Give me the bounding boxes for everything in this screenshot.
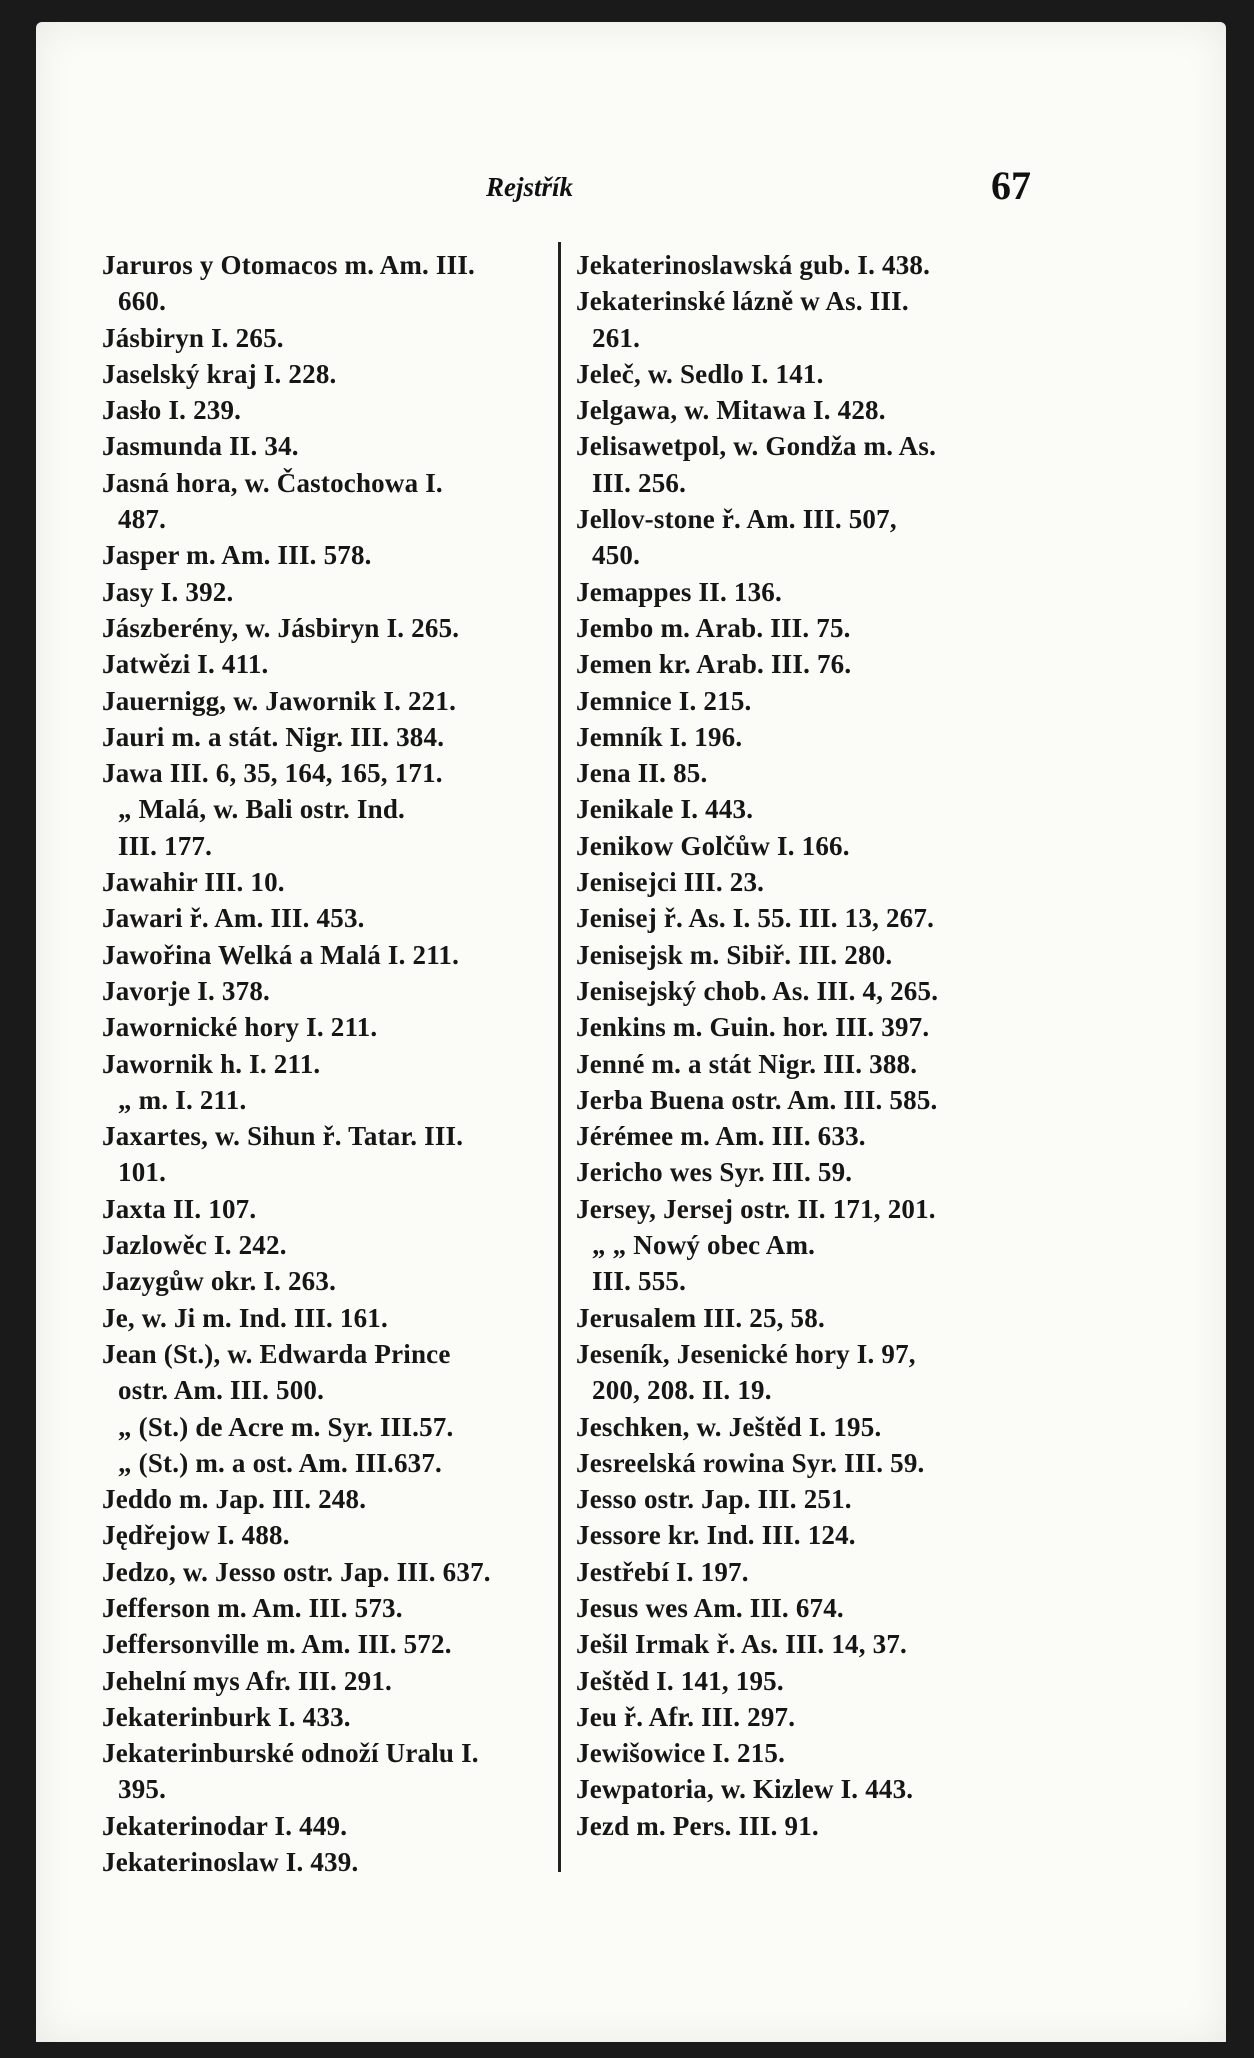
index-entry-line: Jemappes II. 136. <box>576 576 782 607</box>
index-entry-line: ostr. Am. III. 500. <box>118 1375 325 1406</box>
column-divider <box>558 242 561 1872</box>
index-entry-line: Jaxartes, w. Sihun ř. Tatar. III. <box>102 1121 464 1152</box>
index-entry-line: Jerusalem III. 25, 58. <box>576 1302 825 1333</box>
index-entry-line: Jaselský kraj I. 228. <box>102 358 337 389</box>
index-entry-line: Jenisejci III. 23. <box>576 867 765 898</box>
index-entry-line: Jekaterinodar I. 449. <box>102 1810 348 1841</box>
index-entry-line: 450. <box>592 540 641 571</box>
index-entry-line: Jesus wes Am. III. 674. <box>576 1592 844 1623</box>
index-entry-line: Jehelní mys Afr. III. 291. <box>102 1665 392 1696</box>
index-entry-line: Jenné m. a stát Nigr. III. 388. <box>576 1048 918 1079</box>
index-entry-line: Jawornik h. I. 211. <box>102 1048 321 1079</box>
index-entry-line: Jędřejow I. 488. <box>102 1520 290 1551</box>
index-entry-line: Jellov-stone ř. Am. III. 507, <box>576 504 897 535</box>
index-entry-line: Jefferson m. Am. III. 573. <box>102 1592 403 1623</box>
index-entry-line: Jemník I. 196. <box>576 721 743 752</box>
index-column-right <box>576 247 1096 1844</box>
book-page <box>36 22 1226 2042</box>
page-number: 67 <box>991 163 1031 208</box>
running-title: Rejstřík <box>486 172 574 202</box>
index-entry-line: 395. <box>118 1774 167 1805</box>
index-entry-line: Je, w. Ji m. Ind. III. 161. <box>102 1302 388 1333</box>
index-entry-line: „ (St.) m. a ost. Am. III.637. <box>118 1447 443 1478</box>
index-entry-line: „ Malá, w. Bali ostr. Ind. <box>118 794 405 825</box>
index-entry-line: Jenisejský chob. As. III. 4, 265. <box>576 975 939 1006</box>
index-entry-line: Jazlowěc I. 242. <box>102 1230 287 1261</box>
index-entry-line: Jaxta II. 107. <box>102 1193 257 1224</box>
index-entry-line: Jeschken, w. Ještěd I. 195. <box>576 1411 882 1442</box>
index-entry-line: Jersey, Jersej ostr. II. 171, 201. <box>576 1193 936 1224</box>
index-entry-line: Jasper m. Am. III. 578. <box>102 540 372 571</box>
index-entry-line: Jelgawa, w. Mitawa I. 428. <box>576 395 886 426</box>
index-entry-line: Jasmunda II. 34. <box>102 431 299 462</box>
index-entry-line: Jenikow Golčůw I. 166. <box>576 830 850 861</box>
index-entry-line: Jemnice I. 215. <box>576 685 752 716</box>
index-entry-line: Jeu ř. Afr. III. 297. <box>576 1701 796 1732</box>
index-entry-line: Jestřebí I. 197. <box>576 1556 749 1587</box>
index-entry-line: Javorje I. 378. <box>102 975 270 1006</box>
index-entry-line: Jekaterinoslawská gub. I. 438. <box>576 250 931 280</box>
index-entry-line: Jawořina Welká a Malá I. 211. <box>102 939 460 970</box>
index-entry-line: Jekaterinské lázně w As. III. <box>576 286 909 317</box>
index-entry-line: Jásbiryn I. 265. <box>102 322 284 353</box>
index-entry-line: 660. <box>118 286 167 317</box>
index-entry-line: Jenisejsk m. Sibiř. III. 280. <box>576 939 893 970</box>
index-entry-line: Jenikale I. 443. <box>576 794 754 825</box>
index-entry-line: Jerba Buena ostr. Am. III. 585. <box>576 1084 938 1115</box>
index-entry-line: Jatwězi I. 411. <box>102 649 269 680</box>
index-entry-line: Jembo m. Arab. III. 75. <box>576 612 851 643</box>
index-entry-line: Jazygůw okr. I. 263. <box>102 1266 337 1297</box>
index-entry-line: Jawornické hory I. 211. <box>102 1012 378 1043</box>
index-entry-line: Jászberény, w. Jásbiryn I. 265. <box>102 612 460 643</box>
index-entry-line: Jedzo, w. Jesso ostr. Jap. III. 637. <box>102 1556 491 1587</box>
index-entry-line: Jauri m. a stát. Nigr. III. 384. <box>102 721 445 752</box>
index-entry-line: Jeleč, w. Sedlo I. 141. <box>576 358 824 389</box>
index-entry-line: Jauernigg, w. Jawornik I. 221. <box>102 685 457 716</box>
index-entry-line: Jewpatoria, w. Kizlew I. 443. <box>576 1774 914 1805</box>
index-entry-line: Jezd m. Pers. III. 91. <box>576 1810 819 1841</box>
index-entry-line: Jena II. 85. <box>576 758 708 789</box>
index-entry-line: Jenkins m. Guin. hor. III. 397. <box>576 1012 930 1043</box>
index-entry-line: Jemen kr. Arab. III. 76. <box>576 649 852 680</box>
index-entry-line: Jawahir III. 10. <box>102 867 285 898</box>
page-header <box>36 163 1226 212</box>
index-entry-line: III. 555. <box>592 1266 687 1297</box>
index-entry-line: Jesreelská rowina Syr. III. 59. <box>576 1447 925 1478</box>
index-entry-line: Ještěd I. 141, 195. <box>576 1665 784 1696</box>
index-entry-line: III. 256. <box>592 467 687 498</box>
index-entry-line: Jelisawetpol, w. Gondža m. As. <box>576 431 937 462</box>
index-column-left <box>102 247 587 1880</box>
index-entry-line: 101. <box>118 1157 167 1188</box>
index-entry-line: Jericho wes Syr. III. 59. <box>576 1157 853 1188</box>
index-entry-line: 487. <box>118 504 167 535</box>
index-entry-line: Jawari ř. Am. III. 453. <box>102 903 365 934</box>
index-entry-line: Jasy I. 392. <box>102 576 234 607</box>
index-entry-line: III. 177. <box>118 830 213 861</box>
index-entry-line: Jenisej ř. As. I. 55. III. 13, 267. <box>576 903 935 934</box>
index-entry-line: Jérémee m. Am. III. 633. <box>576 1121 866 1152</box>
index-entry-line: 261. <box>592 322 641 353</box>
index-entry-line: Jekaterinoslaw I. 439. <box>102 1847 359 1878</box>
index-entry-line: Jawa III. 6, 35, 164, 165, 171. <box>102 758 443 789</box>
index-entry-line: Jesso ostr. Jap. III. 251. <box>576 1484 852 1515</box>
index-entry-line: Jeddo m. Jap. III. 248. <box>102 1484 367 1515</box>
index-entry-line: Jeseník, Jesenické hory I. 97, <box>576 1338 916 1369</box>
index-entry-line: Jean (St.), w. Edwarda Prince <box>102 1338 451 1369</box>
index-entry-line: Jasło I. 239. <box>102 395 242 426</box>
index-entry-line: Jekaterinburk I. 433. <box>102 1701 351 1732</box>
index-entry-line: Jessore kr. Ind. III. 124. <box>576 1520 856 1551</box>
index-entry-line: Jekaterinburské odnoží Uralu I. <box>102 1738 479 1769</box>
index-entry-line: Jasná hora, w. Častochowa I. <box>102 467 443 498</box>
index-entry-line: „ (St.) de Acre m. Syr. III.57. <box>118 1411 454 1442</box>
index-entry-line: Jeffersonville m. Am. III. 572. <box>102 1629 452 1660</box>
index-entry-line: Jewišowice I. 215. <box>576 1738 786 1769</box>
index-entry-line: Jaruros y Otomacos m. Am. III. <box>102 250 475 280</box>
index-entry-line: „ „ Nowý obec Am. <box>592 1230 816 1261</box>
index-entry-line: „ m. I. 211. <box>118 1084 247 1115</box>
index-entry-line: 200, 208. II. 19. <box>592 1375 772 1406</box>
index-entry-line: Ješil Irmak ř. As. III. 14, 37. <box>576 1629 907 1660</box>
